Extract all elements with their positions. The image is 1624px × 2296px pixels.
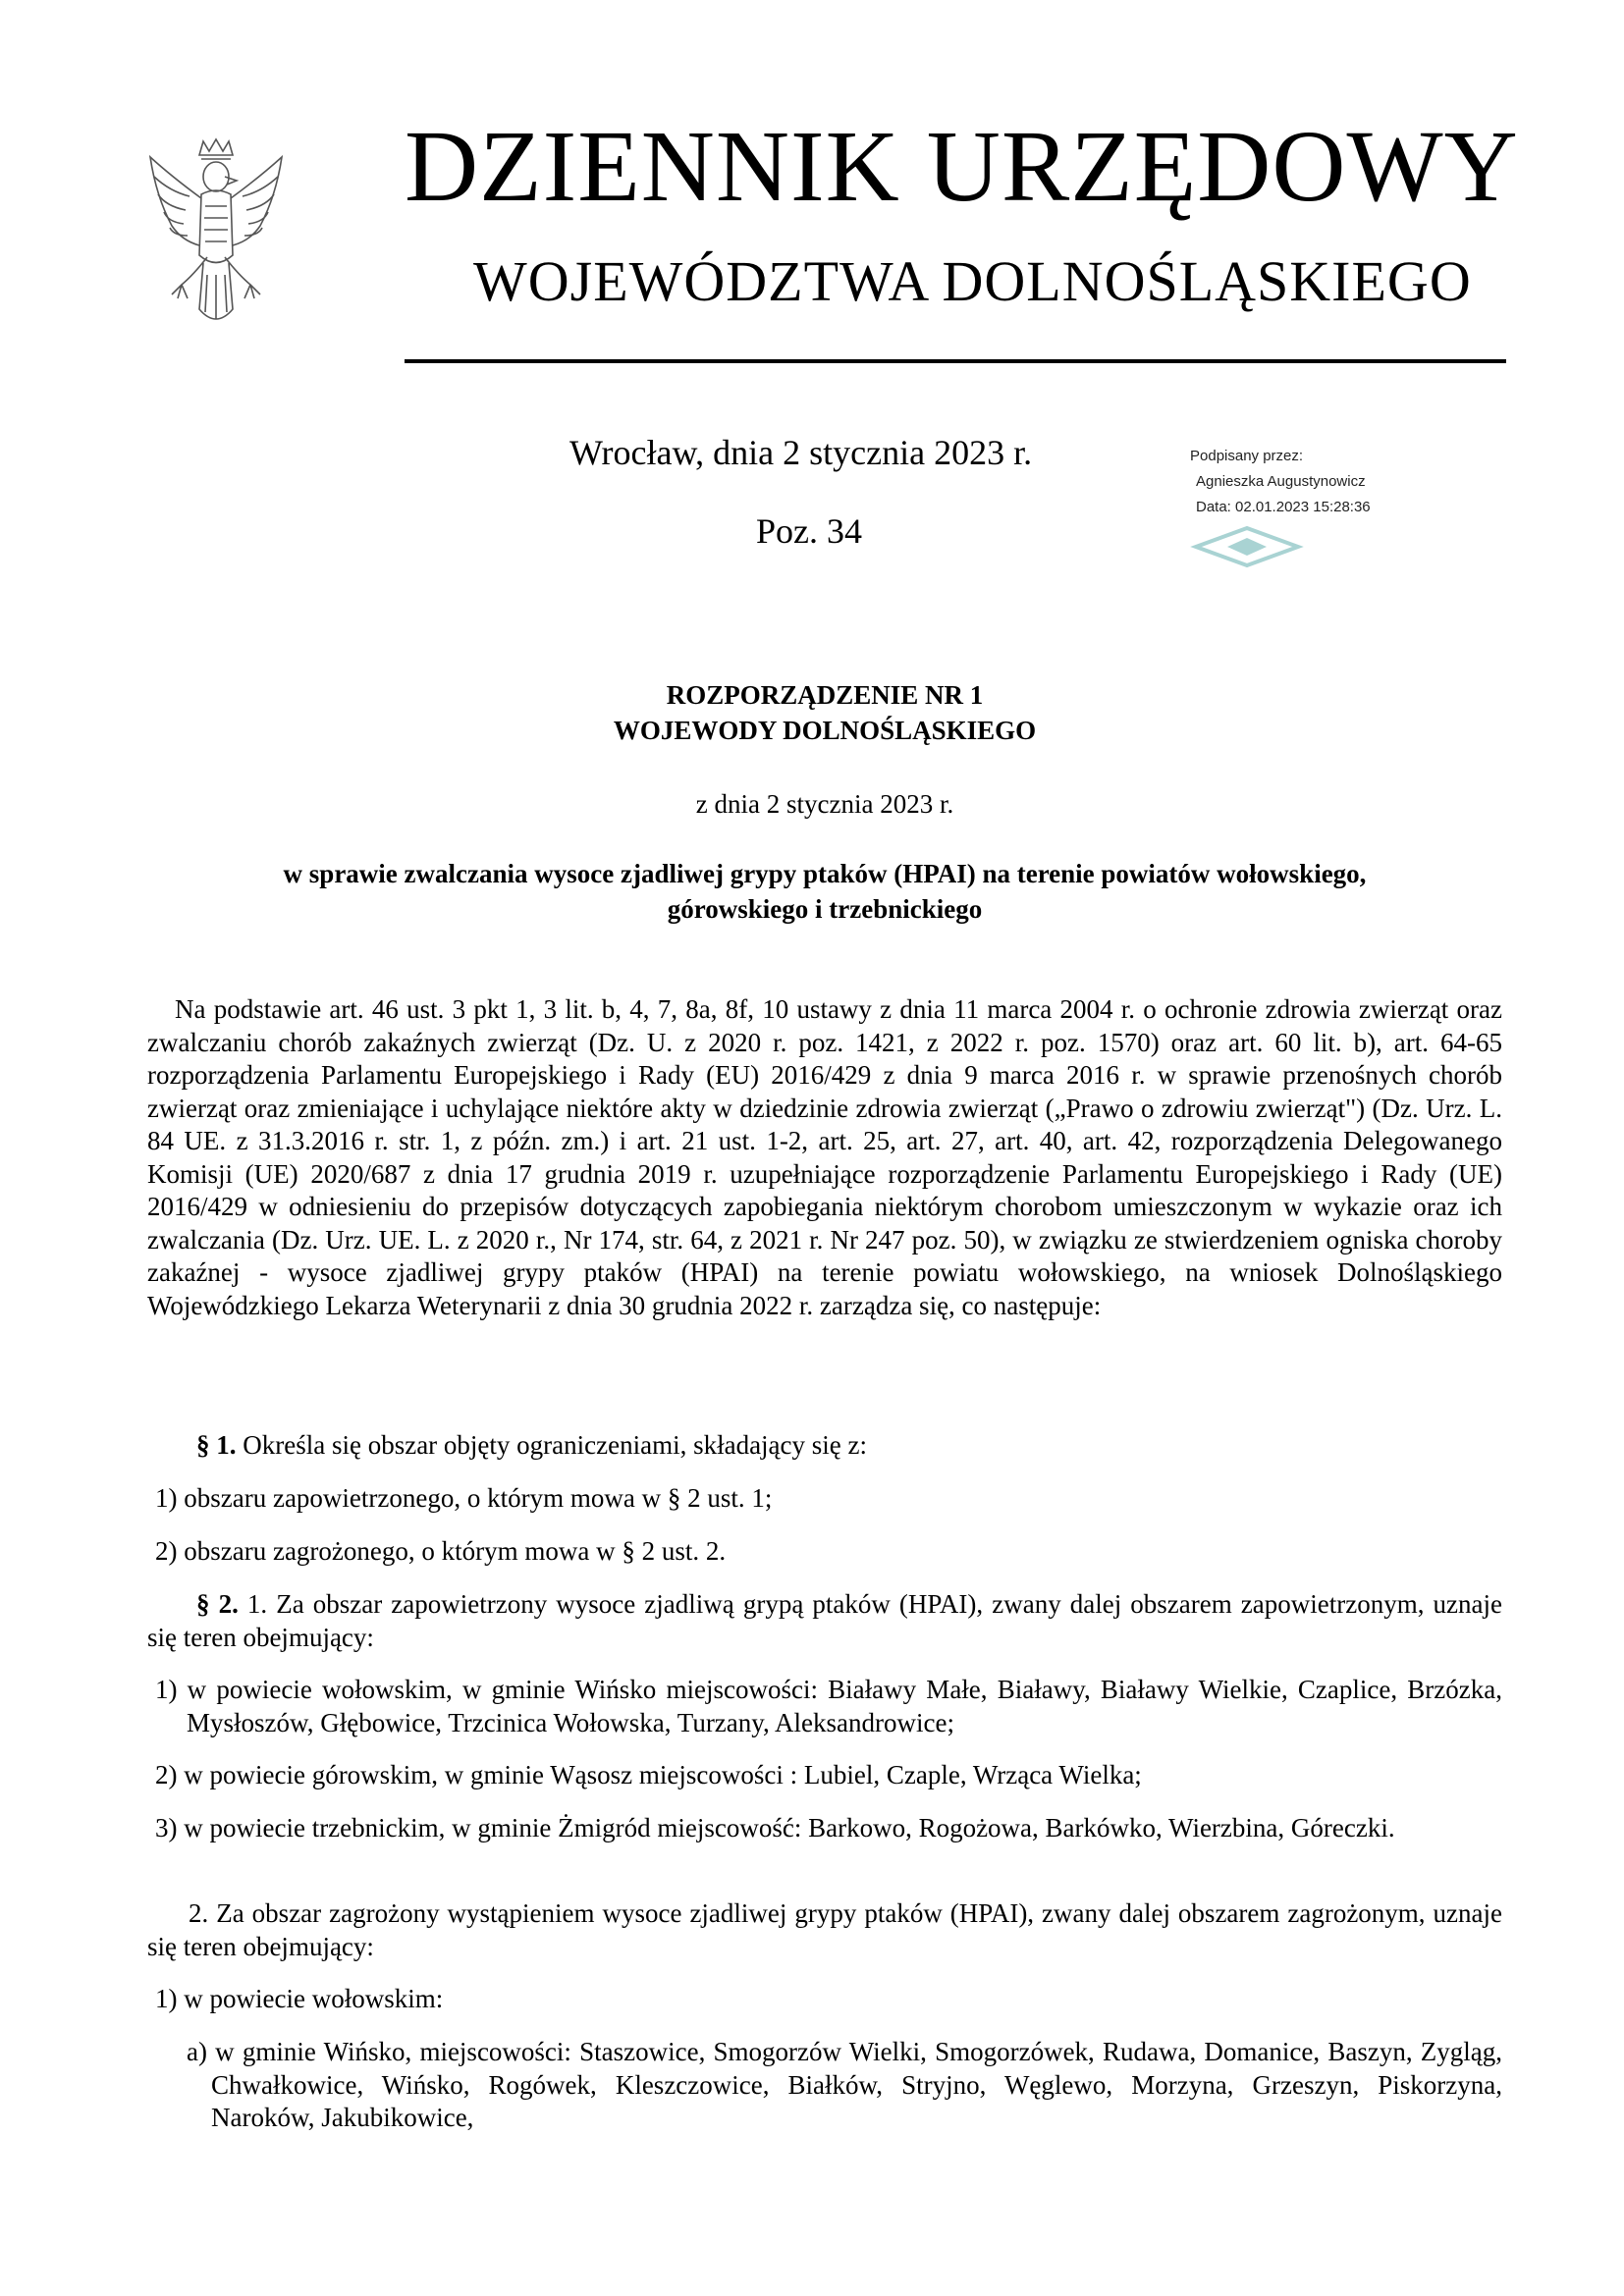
signature-label: Podpisany przez: [1190, 448, 1304, 464]
polish-eagle-emblem-icon [142, 137, 290, 339]
section-2-item-2: 2) w powiecie górowskim, w gminie Wąsosz miejscowości : Lubiel, Czaple, Wrząca Wielka; [155, 1760, 1142, 1789]
regulation-subject [147, 856, 1502, 927]
signature-stamp-icon [1188, 524, 1306, 569]
journal-subtitle: WOJEWÓDZTWA DOLNOŚLĄSKIEGO [473, 249, 1472, 313]
section-1-label: § 1. [196, 1430, 237, 1460]
section-1-item-1: 1) obszaru zapowietrzonego, o którym mowa w § 2 ust. 1; [155, 1483, 773, 1513]
section-1 [147, 1429, 1502, 1463]
section-1-item-2: 2) obszaru zagrożonego, o którym mowa w § 2 ust. 2. [155, 1536, 727, 1566]
regulation-title-line1: ROZPORZĄDZENIE NR 1 [666, 680, 984, 710]
section-2-paragraph-2-item-1: 1) w powiecie wołowskim: [155, 1984, 444, 2013]
regulation-date: z dnia 2 stycznia 2023 r. [695, 789, 954, 819]
regulation-subject-line1: w sprawie zwalczania wysoce zjadliwej grypy ptaków (HPAI) na terenie powiatów wołowskiego, [283, 859, 1367, 888]
section-1-text: Określa się obszar objęty ograniczeniami, składający się z: [236, 1430, 868, 1460]
section-2-label: § 2. [196, 1589, 239, 1619]
section-2-text: 1. Za obszar zapowietrzony wysoce zjadliwą grypą ptaków (HPAI), zwany dalej obszarem zapowietrzonym, uznaje się teren obejmujący: [147, 1589, 1503, 1652]
legal-basis-paragraph: Na podstawie art. 46 ust. 3 pkt 1, 3 lit. b, 4, 7, 8a, 8f, 10 ustawy z dnia 11 marca 2004 r. o ochronie zdrowia zwierząt oraz zwalczaniu chorób zakaźnych zwierząt (Dz. U. z 2020 r. poz. 1421, z 2022 r. poz. 1570) oraz art. 60 lit. b), art. 64-65 rozporządzenia Parlamentu Europejskiego i Rady (EU) 2016/429 z dnia 9 marca 2016 r. w sprawie przenośnych chorób zwierząt oraz zmieniające i uchylające niektóre akty w dziedzinie zdrowia zwierząt („Prawo o zdrowiu zwierząt") (Dz. Urz. L. 84 UE. z 31.3.2016 r. str. 1, z późn. zm.) i art. 21 ust. 1-2, art. 25, art. 27, art. 40, art. 42, rozporządzenia Delegowanego Komisji (UE) 2020/687 z dnia 17 grudnia 2019 r. uzupełniające rozporządzenie Parlamentu Europejskiego i Rady (UE) 2016/429 w odniesieniu do przepisów dotyczących zapobiegania niektórym chorobom umieszczonym w wykazie oraz ich zwalczania (Dz. Urz. UE. L. z 2020 r., Nr 174, str. 64, z 2021 r. Nr 247 poz. 50), w związku ze stwierdzeniem ogniska choroby zakaźnej - wysoce zjadliwej grypy ptaków (HPAI) na terenie powiatu wołowskiego, na wniosek Dolnośląskiego Wojewódzkiego Lekarza Weterynarii z dnia 30 grudnia 2022 r. zarządza się, co następuje: [147, 994, 1502, 1320]
section-2-item-3: 3) w powiecie trzebnickim, w gminie Żmigród miejscowość: Barkowo, Rogożowa, Barkówko, Wierzbina, Góreczki. [155, 1813, 1395, 1842]
header-divider [405, 359, 1506, 363]
signature-date: Data: 02.01.2023 15:28:36 [1196, 499, 1371, 515]
journal-title: DZIENNIK URZĘDOWY [405, 110, 1519, 223]
regulation-subject-line2: górowskiego i trzebnickiego [667, 894, 983, 924]
regulation-title [147, 677, 1502, 748]
position-number: Poz. 34 [756, 511, 862, 551]
signature-name: Agnieszka Augustynowicz [1196, 473, 1366, 490]
section-2-paragraph-2: 2. Za obszar zagrożony wystąpieniem wysoce zjadliwej grypy ptaków (HPAI), zwany dalej obszarem zagrożonym, uznaje się teren obejmujący: [147, 1898, 1502, 1961]
regulation-title-line2: WOJEWODY DOLNOŚLĄSKIEGO [613, 716, 1037, 745]
section-2 [147, 1588, 1502, 1654]
publication-date: Wrocław, dnia 2 stycznia 2023 r. [569, 433, 1033, 472]
section-2-item-1: 1) w powiecie wołowskim, w gminie Wińsko miejscowości: Białawy Małe, Białawy, Białawy Wielkie, Czaplice, Brzózka, Mysłoszów, Głębowice, Trzcinica Wołowska, Turzany, Aleksandrowice; [155, 1675, 1502, 1737]
section-2-paragraph-2-item-1a: a) w gminie Wińsko, miejscowości: Staszowice, Smogorzów Wielki, Smogorzówek, Rudawa, Domanice, Baszyn, Zygląg, Chwałkowice, Wińsko, Rogówek, Kleszczowice, Białków, Stryjno, Węglewo, Morzyna, Grzeszyn, Piskorzyna, Naroków, Jakubikowice, [187, 2037, 1502, 2132]
